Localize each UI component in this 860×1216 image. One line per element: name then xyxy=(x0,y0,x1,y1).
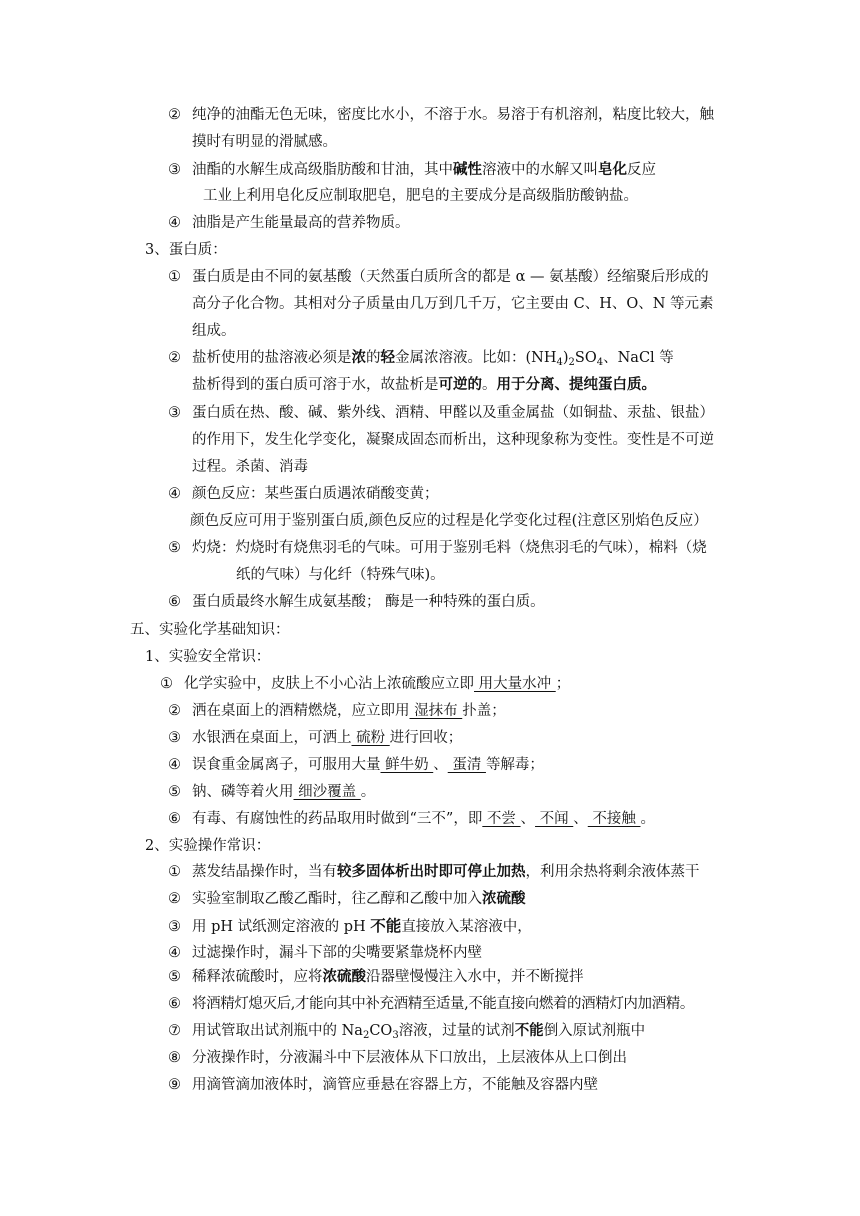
protein-item-1-line3: 组成。 xyxy=(192,323,236,339)
protein-item-6: ⑥ 蛋白质最终水解生成氨基酸； 酶是一种特殊的蛋白质。 xyxy=(168,594,545,610)
ops-item-7: ⑦ 用试管取出试剂瓶中的 $Na_2CO_3$溶液，过量的试剂不能倒入原试剂瓶中 xyxy=(168,1022,646,1041)
safety-item-3: ③ 水银洒在桌面上，可洒上 硫粉 进行回收； xyxy=(168,730,463,746)
ops-item-9: ⑨ 用滴管滴加液体时，滴管应垂悬在容器上方，不能触及容器内壁 xyxy=(168,1077,598,1093)
oil-item-3-line2: 工业上利用皂化反应制取肥皂，肥皂的主要成分是高级脂肪酸钠盐。 xyxy=(203,188,638,204)
protein-heading: 3、蛋白质： xyxy=(145,242,227,258)
oil-item-2-line2: 摸时有明显的滑腻感。 xyxy=(192,134,337,150)
oil-item-2: ② 纯净的油酯无色无味，密度比水小，不溶于水。易溶于有机溶剂，粘度比较大，触 xyxy=(168,107,714,123)
safety-item-4: ④ 误食重金属离子，可服用大量 鲜牛奶 、 蛋清 等解毒； xyxy=(168,757,544,773)
ops-item-3: ③ 用 pH 试纸测定溶液的 pH 不能直接放入某溶液中， xyxy=(168,916,532,935)
protein-item-2: ② 盐析使用的盐溶液必须是浓的轻金属浓溶液。比如：$(NH_4)_2SO_4$、NaCl 等 xyxy=(168,349,674,368)
ops-item-5: ⑤ 稀释浓硫酸时，应将浓硫酸沿器壁慢慢注入水中，并不断搅拌 xyxy=(168,968,584,985)
ops-item-4: ④ 过滤操作时，漏斗下部的尖嘴要紧靠烧杯内壁 xyxy=(168,945,482,961)
protein-item-3: ③ 蛋白质在热、酸、碱、紫外线、酒精、甲醛以及重金属盐（如铜盐、汞盐、银盐） xyxy=(168,405,714,421)
section-5-heading: 五、实验化学基础知识： xyxy=(130,622,290,638)
protein-item-3-line2: 的作用下，发生化学变化，凝聚成固态而析出，这种现象称为变性。变性是不可逆 xyxy=(192,432,714,448)
protein-item-1-line2: 高分子化合物。其相对分子质量由几万到几千万，它主要由 C、H、O、N 等元素 xyxy=(192,296,714,312)
oil-item-4: ④ 油脂是产生能量最高的营养物质。 xyxy=(168,215,410,231)
ops-item-8: ⑧ 分液操作时，分液漏斗中下层液体从下口放出，上层液体从上口倒出 xyxy=(168,1050,627,1066)
oil-item-3: ③ 油酯的水解生成高级脂肪酸和甘油，其中碱性溶液中的水解又叫皂化反应 xyxy=(168,161,656,178)
ops-item-1: ① 蒸发结晶操作时，当有较多固体析出时即可停止加热，利用余热将剩余液体蒸干 xyxy=(168,863,700,880)
protein-item-2-line2: 盐析得到的蛋白质可溶于水，故盐析是可逆的。用于分离、提纯蛋白质。 xyxy=(192,376,656,393)
protein-item-4: ④ 颜色反应：某些蛋白质遇浓硝酸变黄； xyxy=(168,486,439,502)
protein-item-1: ① 蛋白质是由不同的氨基酸（天然蛋白质所含的都是 α — 氨基酸）经缩聚后形成的 xyxy=(168,269,709,285)
protein-item-3-line3: 过程。杀菌、消毒 xyxy=(192,459,308,475)
safety-item-1: ① 化学实验中，皮肤上不小心沾上浓硫酸应立即 用大量水冲 ； xyxy=(160,676,571,692)
ops-item-2: ② 实验室制取乙酸乙酯时，往乙醇和乙酸中加入浓硫酸 xyxy=(168,890,526,907)
safety-item-6: ⑥ 有毒、有腐蚀性的药品取用时做到“三不”，即 不尝 、 不闻 、 不接触 。 xyxy=(168,811,655,827)
ops-heading: 2、实验操作常识： xyxy=(145,838,271,854)
protein-item-5-line2: 纸的气味）与化纤（特殊气味)。 xyxy=(236,567,445,583)
safety-item-2: ② 洒在桌面上的酒精燃烧，应立即用 湿抹布 扑盖； xyxy=(168,703,506,719)
safety-heading: 1、实验安全常识： xyxy=(145,649,271,665)
ops-item-6: ⑥ 将酒精灯熄灭后,才能向其中补充酒精至适量,不能直接向燃着的酒精灯内加酒精。 xyxy=(168,996,694,1012)
protein-item-5: ⑤ 灼烧：灼烧时有烧焦羽毛的气味。可用于鉴别毛料（烧焦羽毛的气味），棉料（烧 xyxy=(168,540,707,556)
safety-item-5: ⑤ 钠、磷等着火用 细沙覆盖 。 xyxy=(168,784,376,800)
protein-item-4-line2: 颜色反应可用于鉴别蛋白质,颜色反应的过程是化学变化过程(注意区别焰色反应） xyxy=(190,513,708,529)
